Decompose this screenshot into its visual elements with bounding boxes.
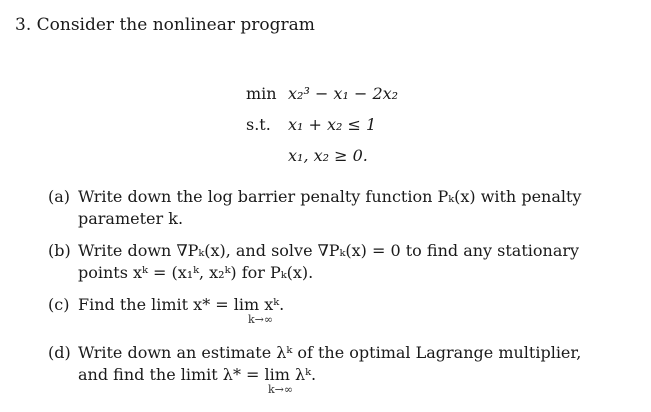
part-text-wrapper bbox=[78, 294, 608, 325]
part-label: (a) bbox=[48, 187, 71, 206]
part-text: Write down the log barrier penalty function Pₖ(x) with penalty parameter k. bbox=[78, 187, 582, 228]
part-text: Write down an estimate λᵏ of the optimal Lagrange multiplier, and find the limit λ* = lim λᵏ. bbox=[78, 343, 582, 384]
constraint-1: x₁ + x₂ ≤ 1 bbox=[288, 115, 377, 134]
objective-expression: x₂³ − x₁ − 2x₂ bbox=[288, 84, 399, 103]
problem-parts bbox=[48, 186, 608, 405]
problem-heading: 3. Consider the nonlinear program bbox=[15, 15, 315, 35]
part-text: Find the limit x* = lim xᵏ. bbox=[78, 295, 285, 314]
part-label: (d) bbox=[48, 343, 71, 362]
part-d bbox=[48, 342, 608, 395]
part-label: (b) bbox=[48, 241, 71, 260]
limit-subscript: k→∞ bbox=[268, 383, 294, 396]
constraint-label: s.t. bbox=[246, 115, 271, 134]
part-b bbox=[48, 240, 608, 284]
part-label: (c) bbox=[48, 295, 70, 314]
limit-subscript: k→∞ bbox=[248, 313, 274, 326]
objective-label: min bbox=[246, 84, 277, 103]
part-c bbox=[48, 294, 608, 325]
part-text: Write down ∇Pₖ(x), and solve ∇Pₖ(x) = 0 to find any stationary points xᵏ = (x₁ᵏ, x₂ᵏ) for Pₖ(x). bbox=[78, 241, 580, 282]
part-text-wrapper bbox=[78, 342, 608, 395]
part-a bbox=[48, 186, 608, 230]
constraint-2: x₁, x₂ ≥ 0. bbox=[288, 146, 368, 165]
